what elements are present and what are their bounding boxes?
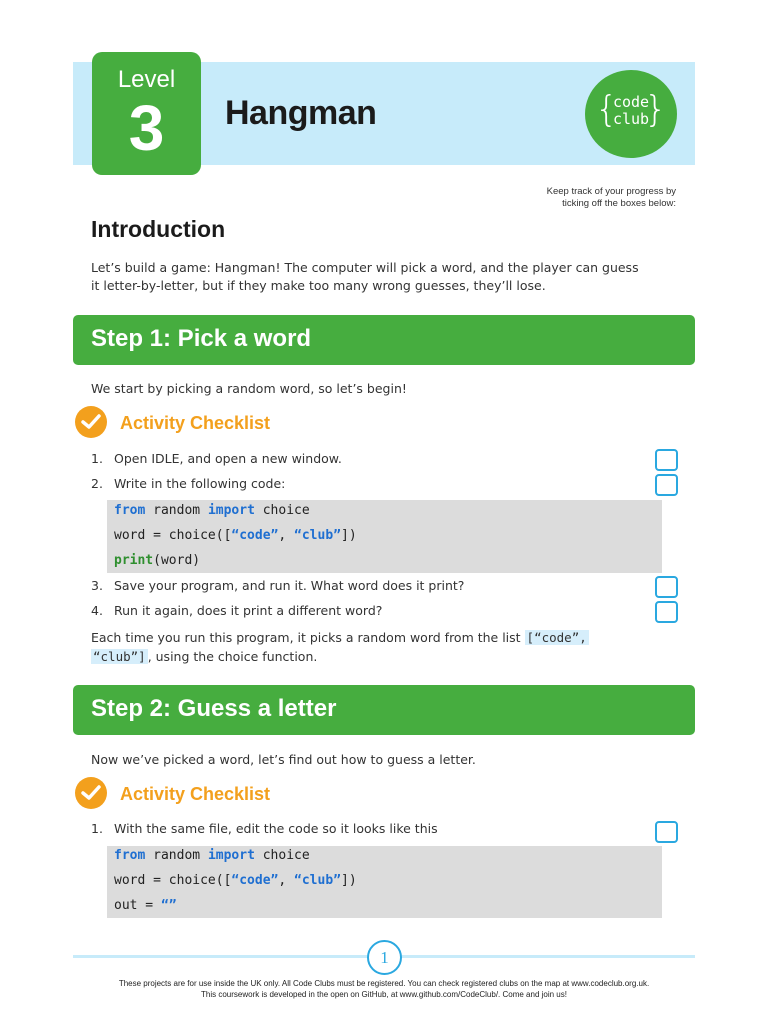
item-text: Save your program, and run it. What word does it print? [114,578,465,593]
item-text: Run it again, does it print a different word? [114,603,383,618]
intro-heading: Introduction [91,216,226,242]
code-line: word = choice([“code”, “club”]) [114,873,357,888]
step1-note-line1: Each time you run this program, it picks a random word from the list [“code”, [91,630,587,645]
item-text: With the same file, edit the code so it looks like this [114,821,438,836]
checkbox-icon[interactable] [655,601,678,623]
checkmark-icon [75,406,107,438]
code-line: from random import choice [114,503,310,518]
checkbox-icon[interactable] [655,474,678,496]
item-number: 4. [91,603,103,618]
item-number: 1. [91,451,103,466]
footer-line1: These projects are for use inside the UK only. All Code Clubs must be registered. You can check registered clubs on the map at www.codeclub.org.uk. [118,979,650,988]
item-text: Write in the following code: [114,476,286,491]
step1-header [73,315,695,365]
footer-line2: This coursework is developed in the open on GitHub, at www.github.com/CodeClub/. Come and join us! [201,990,567,999]
checklist-item [91,451,342,466]
step2-lead: Now we’ve picked a word, let’s find out how to guess a letter. [91,752,476,767]
item-number: 1. [91,821,103,836]
step1-checklist-title: Activity Checklist [120,413,271,433]
code-line: word = choice([“code”, “club”]) [114,528,357,543]
logo-text-bottom: club [612,110,650,128]
progress-note [456,186,676,210]
level-badge [92,52,201,175]
level-number: 3 [128,92,165,164]
checklist-item [91,821,438,836]
code-block [107,846,662,918]
checklist-item [91,476,285,491]
logo-text-top: code [612,93,650,111]
step1-lead: We start by picking a random word, so let’s begin! [91,381,407,396]
intro-line1: Let’s build a game: Hangman! The computer will pick a word, and the player can guess [91,260,639,275]
level-label: Level [117,66,176,93]
logo-brace-right: } [644,89,667,130]
code-line: print(word) [114,553,201,568]
code-line: out = “” [114,898,177,913]
checklist-item [91,603,382,618]
checkmark-icon [75,777,107,809]
step2-header [73,685,695,735]
logo-text [585,94,677,128]
intro-line2: it letter-by-letter, but if they make too many wrong guesses, they’ll lose. [91,278,546,293]
code-club-logo [585,70,677,158]
step2-checklist-title: Activity Checklist [120,784,271,804]
checkbox-icon[interactable] [655,449,678,471]
checkbox-icon[interactable] [655,576,678,598]
logo-brace-left: { [595,89,618,130]
code-block [107,500,662,573]
item-text: Open IDLE, and open a new window. [114,451,342,466]
code-line: from random import choice [114,848,310,863]
checkbox-icon[interactable] [655,821,678,843]
progress-note-line1: Keep track of your progress by [546,186,676,197]
progress-note-line2: ticking off the boxes below: [562,198,676,209]
item-number: 2. [91,476,103,491]
item-number: 3. [91,578,103,593]
page-number: 1 [367,940,402,975]
page-title: Hangman [225,94,377,132]
step1-title: Step 1: Pick a word [91,325,312,352]
step2-title: Step 2: Guess a letter [91,695,337,722]
checklist-item [91,578,464,593]
step1-note-line2: “club”] , using the choice function. [93,649,318,664]
